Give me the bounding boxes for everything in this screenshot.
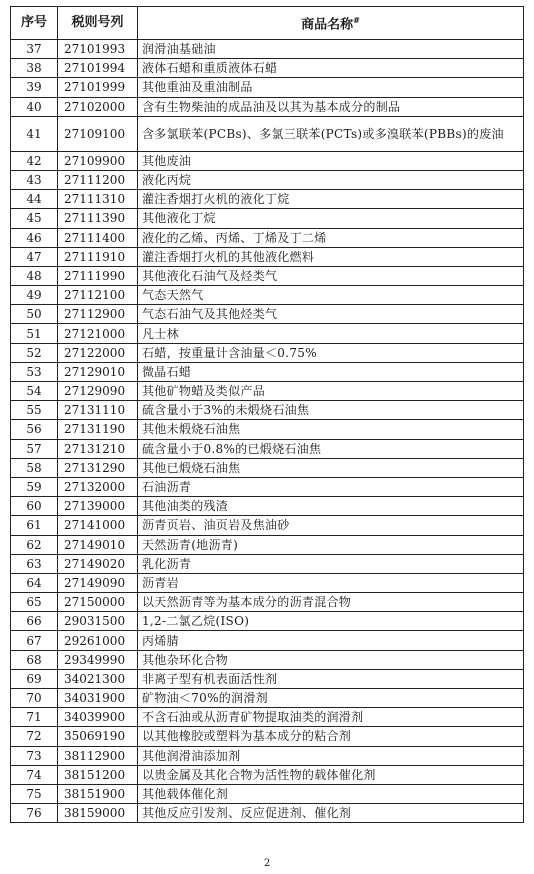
table-row [11, 439, 524, 458]
table-row [11, 151, 524, 170]
cell-serial-number: 39 [11, 78, 58, 97]
table-row [11, 708, 524, 727]
cell-serial-number: 42 [11, 151, 58, 170]
table-row [11, 650, 524, 669]
table-row [11, 401, 524, 420]
cell-tariff-code: 27149020 [58, 554, 138, 573]
cell-serial-number: 69 [11, 669, 58, 688]
cell-serial-number: 60 [11, 497, 58, 516]
cell-serial-number: 63 [11, 554, 58, 573]
cell-tariff-code: 27111200 [58, 170, 138, 189]
cell-product-name: 其他油类的残渣 [138, 497, 524, 516]
cell-product-name: 乳化沥青 [138, 554, 524, 573]
header-product-name-label: 商品名称 [301, 17, 354, 33]
cell-product-name: 非离子型有机表面活性剂 [138, 669, 524, 688]
cell-product-name: 硫含量小于0.8%的已煅烧石油焦 [138, 439, 524, 458]
cell-product-name: 其他矿物蜡及类似产品 [138, 382, 524, 401]
table-row [11, 305, 524, 324]
cell-product-name: 其他未煅烧石油焦 [138, 420, 524, 439]
table-row [11, 477, 524, 496]
cell-product-name: 其他载体催化剂 [138, 784, 524, 803]
cell-tariff-code: 34039900 [58, 708, 138, 727]
table-row [11, 804, 524, 823]
cell-product-name: 丙烯腈 [138, 631, 524, 650]
table-row [11, 420, 524, 439]
table-row [11, 343, 524, 362]
cell-serial-number: 53 [11, 362, 58, 381]
table-row [11, 535, 524, 554]
cell-product-name: 以贵金属及其化合物为活性物的载体催化剂 [138, 765, 524, 784]
cell-product-name: 1,2-二氯乙烷(ISO) [138, 612, 524, 631]
cell-product-name: 沥青岩 [138, 573, 524, 592]
cell-product-name: 以天然沥青等为基本成分的沥青混合物 [138, 593, 524, 612]
cell-tariff-code: 27129010 [58, 362, 138, 381]
cell-product-name: 石蜡，按重量计含油量＜0.75% [138, 343, 524, 362]
cell-product-name: 其他润滑油添加剂 [138, 746, 524, 765]
table-row [11, 116, 524, 151]
table-row [11, 669, 524, 688]
table-row [11, 59, 524, 78]
table-row [11, 573, 524, 592]
header-note-mark: # [353, 15, 360, 25]
table-row [11, 228, 524, 247]
cell-product-name: 其他已煅烧石油焦 [138, 458, 524, 477]
cell-serial-number: 73 [11, 746, 58, 765]
cell-serial-number: 71 [11, 708, 58, 727]
cell-serial-number: 54 [11, 382, 58, 401]
table-row [11, 40, 524, 59]
cell-serial-number: 56 [11, 420, 58, 439]
cell-tariff-code: 27109900 [58, 151, 138, 170]
cell-serial-number: 52 [11, 343, 58, 362]
cell-serial-number: 50 [11, 305, 58, 324]
cell-serial-number: 58 [11, 458, 58, 477]
cell-serial-number: 37 [11, 40, 58, 59]
cell-serial-number: 76 [11, 804, 58, 823]
cell-product-name: 其他重油及重油制品 [138, 78, 524, 97]
table-row [11, 382, 524, 401]
table-row [11, 516, 524, 535]
cell-tariff-code: 27111310 [58, 190, 138, 209]
cell-tariff-code: 27102000 [58, 97, 138, 116]
cell-product-name: 含多氯联苯(PCBs)、多氯三联苯(PCTs)或多溴联苯(PBBs)的废油 [138, 116, 524, 151]
table-row [11, 746, 524, 765]
page-number: 2 [263, 858, 271, 869]
cell-tariff-code: 35069190 [58, 727, 138, 746]
cell-product-name: 气态天然气 [138, 286, 524, 305]
cell-serial-number: 67 [11, 631, 58, 650]
cell-product-name: 微晶石蜡 [138, 362, 524, 381]
cell-product-name: 凡士林 [138, 324, 524, 343]
cell-tariff-code: 27131110 [58, 401, 138, 420]
cell-tariff-code: 27101993 [58, 40, 138, 59]
table-row [11, 286, 524, 305]
cell-serial-number: 43 [11, 170, 58, 189]
cell-serial-number: 44 [11, 190, 58, 209]
table-row [11, 765, 524, 784]
cell-tariff-code: 38151900 [58, 784, 138, 803]
cell-tariff-code: 27141000 [58, 516, 138, 535]
cell-tariff-code: 27131190 [58, 420, 138, 439]
cell-serial-number: 40 [11, 97, 58, 116]
cell-serial-number: 72 [11, 727, 58, 746]
cell-product-name: 天然沥青(地沥青) [138, 535, 524, 554]
cell-tariff-code: 27149010 [58, 535, 138, 554]
table-row [11, 170, 524, 189]
cell-tariff-code: 34021300 [58, 669, 138, 688]
cell-serial-number: 62 [11, 535, 58, 554]
table-row [11, 631, 524, 650]
table-row [11, 78, 524, 97]
table-row [11, 97, 524, 116]
cell-product-name: 其他反应引发剂、反应促进剂、催化剂 [138, 804, 524, 823]
cell-tariff-code: 27131210 [58, 439, 138, 458]
table-body [11, 40, 524, 823]
cell-product-name: 沥青页岩、油页岩及焦油砂 [138, 516, 524, 535]
cell-serial-number: 74 [11, 765, 58, 784]
cell-product-name: 含有生物柴油的成品油及以其为基本成分的制品 [138, 97, 524, 116]
table-row [11, 190, 524, 209]
cell-tariff-code: 38151200 [58, 765, 138, 784]
cell-serial-number: 59 [11, 477, 58, 496]
cell-tariff-code: 27132000 [58, 477, 138, 496]
cell-product-name: 硫含量小于3%的未煅烧石油焦 [138, 401, 524, 420]
cell-tariff-code: 27149090 [58, 573, 138, 592]
cell-tariff-code: 27109100 [58, 116, 138, 151]
header-product-name [138, 7, 524, 40]
cell-serial-number: 75 [11, 784, 58, 803]
cell-tariff-code: 27112100 [58, 286, 138, 305]
table-row [11, 497, 524, 516]
cell-product-name: 其他液化丁烷 [138, 209, 524, 228]
cell-serial-number: 45 [11, 209, 58, 228]
cell-product-name: 灌注香烟打火机的其他液化燃料 [138, 247, 524, 266]
header-tariff-code: 税则号列 [58, 7, 138, 40]
cell-product-name: 液化丙烷 [138, 170, 524, 189]
cell-tariff-code: 29261000 [58, 631, 138, 650]
cell-serial-number: 64 [11, 573, 58, 592]
cell-product-name: 液体石蜡和重质液体石蜡 [138, 59, 524, 78]
cell-tariff-code: 27111910 [58, 247, 138, 266]
table-row [11, 324, 524, 343]
cell-serial-number: 47 [11, 247, 58, 266]
cell-tariff-code: 27150000 [58, 593, 138, 612]
cell-serial-number: 65 [11, 593, 58, 612]
table-row [11, 458, 524, 477]
cell-tariff-code: 27121000 [58, 324, 138, 343]
table-row [11, 362, 524, 381]
cell-serial-number: 57 [11, 439, 58, 458]
cell-serial-number: 55 [11, 401, 58, 420]
cell-serial-number: 41 [11, 116, 58, 151]
cell-serial-number: 51 [11, 324, 58, 343]
cell-serial-number: 61 [11, 516, 58, 535]
commodity-table [10, 6, 524, 823]
cell-tariff-code: 38159000 [58, 804, 138, 823]
cell-tariff-code: 29031500 [58, 612, 138, 631]
cell-tariff-code: 27101999 [58, 78, 138, 97]
cell-tariff-code: 27101994 [58, 59, 138, 78]
cell-product-name: 液化的乙烯、丙烯、丁烯及丁二烯 [138, 228, 524, 247]
cell-product-name: 气态石油气及其他烃类气 [138, 305, 524, 324]
table-header-row [11, 7, 524, 40]
cell-tariff-code: 27111990 [58, 266, 138, 285]
cell-tariff-code: 38112900 [58, 746, 138, 765]
cell-serial-number: 49 [11, 286, 58, 305]
cell-product-name: 石油沥青 [138, 477, 524, 496]
cell-serial-number: 48 [11, 266, 58, 285]
table-row [11, 727, 524, 746]
table-row [11, 593, 524, 612]
cell-tariff-code: 34031900 [58, 689, 138, 708]
cell-product-name: 其他杂环化合物 [138, 650, 524, 669]
cell-product-name: 矿物油＜70%的润滑剂 [138, 689, 524, 708]
table-row [11, 689, 524, 708]
cell-tariff-code: 27112900 [58, 305, 138, 324]
cell-serial-number: 38 [11, 59, 58, 78]
cell-tariff-code: 27122000 [58, 343, 138, 362]
cell-tariff-code: 27111400 [58, 228, 138, 247]
cell-tariff-code: 29349990 [58, 650, 138, 669]
cell-serial-number: 46 [11, 228, 58, 247]
cell-product-name: 灌注香烟打火机的液化丁烷 [138, 190, 524, 209]
cell-product-name: 其他废油 [138, 151, 524, 170]
cell-serial-number: 68 [11, 650, 58, 669]
cell-tariff-code: 27111390 [58, 209, 138, 228]
table-row [11, 247, 524, 266]
table-row [11, 209, 524, 228]
cell-product-name: 其他液化石油气及烃类气 [138, 266, 524, 285]
cell-serial-number: 70 [11, 689, 58, 708]
table-row [11, 554, 524, 573]
table-row [11, 784, 524, 803]
header-serial-number: 序号 [11, 7, 58, 40]
cell-serial-number: 66 [11, 612, 58, 631]
cell-tariff-code: 27139000 [58, 497, 138, 516]
table-row [11, 266, 524, 285]
cell-product-name: 润滑油基础油 [138, 40, 524, 59]
cell-tariff-code: 27129090 [58, 382, 138, 401]
cell-tariff-code: 27131290 [58, 458, 138, 477]
cell-product-name: 不含石油或从沥青矿物提取油类的润滑剂 [138, 708, 524, 727]
cell-product-name: 以其他橡胶或塑料为基本成分的粘合剂 [138, 727, 524, 746]
table-row [11, 612, 524, 631]
